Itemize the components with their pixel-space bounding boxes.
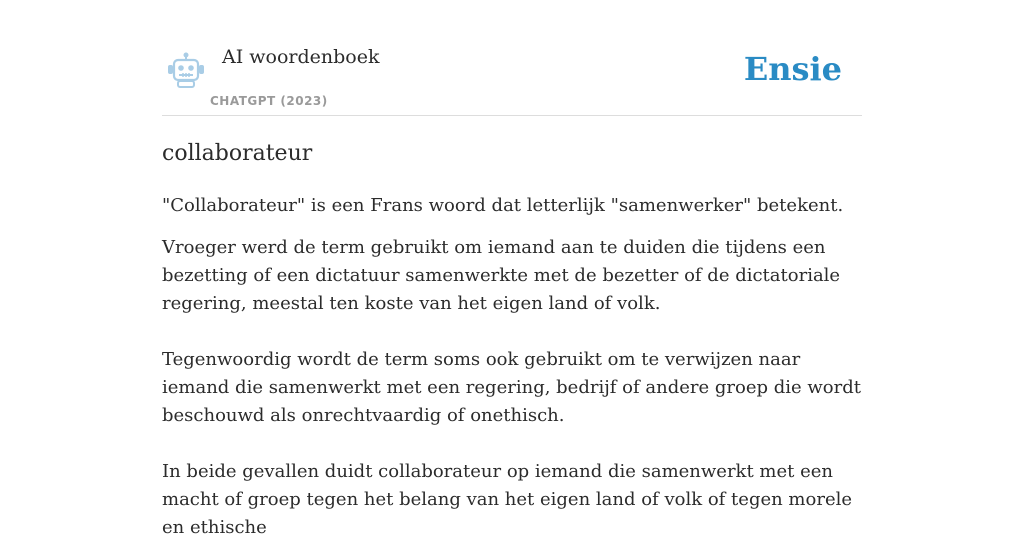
robot-icon bbox=[166, 52, 206, 90]
definition-paragraph: "Collaborateur" is een Frans woord dat letterlijk "samenwerker" betekent. bbox=[162, 195, 844, 216]
source-title[interactable]: AI woordenboek bbox=[222, 46, 380, 68]
source-header bbox=[162, 40, 862, 116]
entry-content bbox=[162, 138, 862, 556]
source-subtitle: CHATGPT (2023) bbox=[210, 94, 328, 108]
definition-paragraph: Vroeger werd de term gebruikt om iemand aan te duiden die tijdens een bezetting of een dictatuur samenwerkte met de bezetter of de dictatoriale regering, meestal ten koste van het eigen land of volk. bbox=[162, 237, 841, 314]
definition-paragraph: Tegenwoordig wordt de term soms ook gebruikt om te verwijzen naar iemand die samenwerkt met een regering, bedrijf of andere groep die wordt beschouwd als onrechtvaardig of onethisch. bbox=[162, 349, 861, 426]
entry-title: collaborateur bbox=[162, 141, 313, 166]
ensie-logo[interactable]: Ensie bbox=[743, 50, 842, 88]
definition-paragraph: In beide gevallen duidt collaborateur op iemand die samenwerkt met een macht of groep tegen het belang van het eigen land of volk of tegen morele en ethische bbox=[162, 461, 853, 538]
